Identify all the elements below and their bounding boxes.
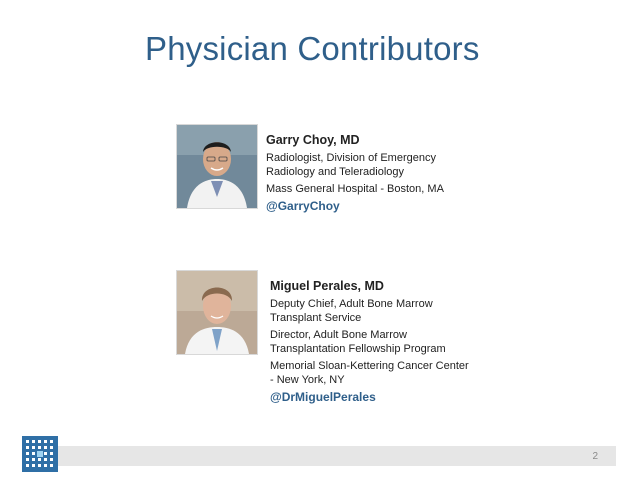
contributor-photo-garry-choy <box>176 124 258 209</box>
contributor-bio-miguel-perales <box>270 278 470 404</box>
contributor-name: Miguel Perales, MD <box>270 279 384 293</box>
contributor-title-line: Director, Adult Bone Marrow Transplantation Fellowship Program <box>270 329 446 355</box>
contributor-bio-garry-choy <box>266 132 466 213</box>
contributor-title-line: Deputy Chief, Adult Bone Marrow Transplant Service <box>270 298 433 324</box>
footer-bar <box>22 446 616 466</box>
contributor-photo-miguel-perales <box>176 270 258 355</box>
contributor-name: Garry Choy, MD <box>266 133 360 147</box>
contributor-title-line: Radiologist, Division of Emergency Radiology and Teleradiology <box>266 152 436 178</box>
contributor-affiliation-line: Memorial Sloan-Kettering Cancer Center - New York, NY <box>270 360 469 386</box>
page-title: Physician Contributors <box>145 30 480 67</box>
contributor-affiliation-line: Mass General Hospital - Boston, MA <box>266 183 444 195</box>
page-number: 2 <box>592 451 598 462</box>
twitter-handle-link[interactable]: @GarryChoy <box>266 199 340 213</box>
twitter-handle-link[interactable]: @DrMiguelPerales <box>270 390 376 404</box>
pixel-cross-logo-icon <box>22 436 58 472</box>
